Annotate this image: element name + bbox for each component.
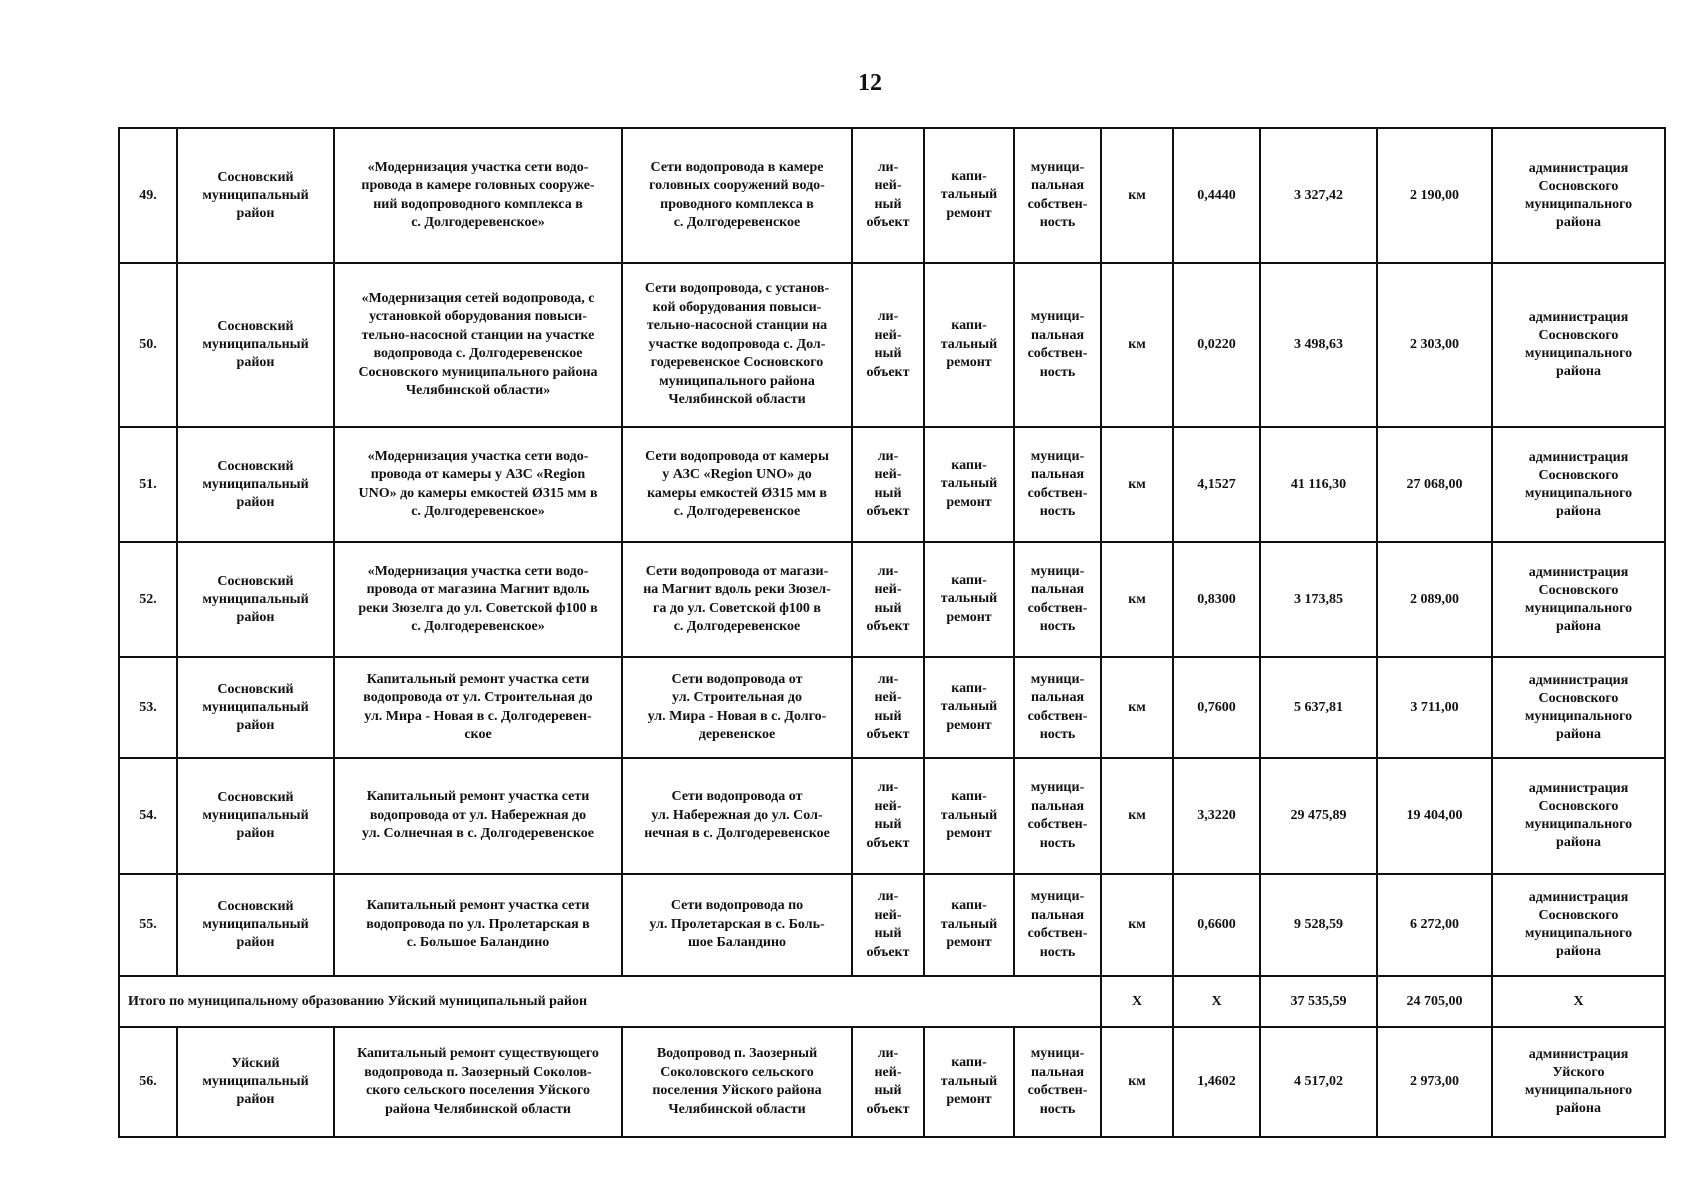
district-cell: Сосновский муниципальный район	[177, 128, 334, 263]
total-cost-budget-cell: 24 705,00	[1377, 976, 1492, 1027]
cost-budget-cell: 2 089,00	[1377, 542, 1492, 657]
object-type-cell: ли- ней- ный объект	[852, 758, 924, 874]
work-type-cell: капи- тальный ремонт	[924, 542, 1014, 657]
recipient-cell: администрация Сосновского муниципального района	[1492, 427, 1665, 542]
work-type-cell: капи- тальный ремонт	[924, 263, 1014, 427]
district-cell: Уйский муниципальный район	[177, 1027, 334, 1137]
object-cell: Сети водопровода, с установ- кой оборудования повыси- тельно-насосной станции на участке водопровода с. Дол- годеревенское Сосновского муниципального района Челябинской области	[622, 263, 852, 427]
event-cell: «Модернизация участка сети водо- провода от камеры у АЗС «Region UNO» до камеры емкостей Ø315 мм в с. Долгодеревенское»	[334, 427, 622, 542]
recipient-cell: администрация Сосновского муниципального района	[1492, 657, 1665, 758]
total-recipient-cell: Х	[1492, 976, 1665, 1027]
recipient-cell: администрация Сосновского муниципального района	[1492, 874, 1665, 976]
work-type-cell: капи- тальный ремонт	[924, 874, 1014, 976]
work-type-cell: капи- тальный ремонт	[924, 1027, 1014, 1137]
objects-table	[118, 127, 1666, 1138]
cost-budget-cell: 27 068,00	[1377, 427, 1492, 542]
cost-budget-cell: 3 711,00	[1377, 657, 1492, 758]
object-cell: Сети водопровода в камере головных сооружений водо- проводного комплекса в с. Долгодеревенское	[622, 128, 852, 263]
quantity-cell: 0,0220	[1173, 263, 1260, 427]
object-cell: Водопровод п. Заозерный Соколовского сельского поселения Уйского района Челябинской области	[622, 1027, 852, 1137]
unit-cell: км	[1101, 542, 1173, 657]
event-cell: «Модернизация участка сети водо- провода от магазина Магнит вдоль реки Зюзелга до ул. Советской ф100 в с. Долгодеревенское»	[334, 542, 622, 657]
object-cell: Сети водопровода от ул. Набережная до ул. Сол- нечная в с. Долгодеревенское	[622, 758, 852, 874]
cost-total-cell: 29 475,89	[1260, 758, 1377, 874]
district-cell: Сосновский муниципальный район	[177, 263, 334, 427]
ownership-cell: муници- пальная собствен- ность	[1014, 874, 1101, 976]
recipient-cell: администрация Сосновского муниципального района	[1492, 542, 1665, 657]
object-cell: Сети водопровода по ул. Пролетарская в с. Боль- шое Баландино	[622, 874, 852, 976]
row-number: 53.	[119, 657, 177, 758]
cost-total-cell: 41 116,30	[1260, 427, 1377, 542]
cost-total-cell: 5 637,81	[1260, 657, 1377, 758]
object-type-cell: ли- ней- ный объект	[852, 427, 924, 542]
object-cell: Сети водопровода от ул. Строительная до ул. Мира - Новая в с. Долго- деревенское	[622, 657, 852, 758]
ownership-cell: муници- пальная собствен- ность	[1014, 758, 1101, 874]
district-cell: Сосновский муниципальный район	[177, 874, 334, 976]
quantity-cell: 0,7600	[1173, 657, 1260, 758]
ownership-cell: муници- пальная собствен- ность	[1014, 657, 1101, 758]
row-number: 50.	[119, 263, 177, 427]
object-type-cell: ли- ней- ный объект	[852, 874, 924, 976]
quantity-cell: 0,4440	[1173, 128, 1260, 263]
work-type-cell: капи- тальный ремонт	[924, 657, 1014, 758]
object-type-cell: ли- ней- ный объект	[852, 128, 924, 263]
row-number: 49.	[119, 128, 177, 263]
ownership-cell: муници- пальная собствен- ность	[1014, 1027, 1101, 1137]
row-number: 55.	[119, 874, 177, 976]
cost-total-cell: 9 528,59	[1260, 874, 1377, 976]
quantity-cell: 4,1527	[1173, 427, 1260, 542]
table-row	[119, 874, 1665, 976]
unit-cell: км	[1101, 758, 1173, 874]
total-unit-cell: Х	[1101, 976, 1173, 1027]
ownership-cell: муници- пальная собствен- ность	[1014, 128, 1101, 263]
event-cell: Капитальный ремонт участка сети водопровода по ул. Пролетарская в с. Большое Баландино	[334, 874, 622, 976]
cost-budget-cell: 2 190,00	[1377, 128, 1492, 263]
table-row	[119, 758, 1665, 874]
work-type-cell: капи- тальный ремонт	[924, 128, 1014, 263]
total-row	[119, 976, 1665, 1027]
object-cell: Сети водопровода от камеры у АЗС «Region UNO» до камеры емкостей Ø315 мм в с. Долгодеревенское	[622, 427, 852, 542]
table-row	[119, 657, 1665, 758]
district-cell: Сосновский муниципальный район	[177, 758, 334, 874]
event-cell: Капитальный ремонт существующего водопровода п. Заозерный Соколов- ского сельского поселения Уйского района Челябинской области	[334, 1027, 622, 1137]
event-cell: Капитальный ремонт участка сети водопровода от ул. Строительная до ул. Мира - Новая в с. Долгодеревен- ское	[334, 657, 622, 758]
work-type-cell: капи- тальный ремонт	[924, 427, 1014, 542]
row-number: 54.	[119, 758, 177, 874]
page-number: 12	[858, 70, 882, 96]
work-type-cell: капи- тальный ремонт	[924, 758, 1014, 874]
object-type-cell: ли- ней- ный объект	[852, 657, 924, 758]
object-cell: Сети водопровода от магази- на Магнит вдоль реки Зюзел- га до ул. Советской ф100 в с. Долгодеревенское	[622, 542, 852, 657]
recipient-cell: администрация Сосновского муниципального района	[1492, 263, 1665, 427]
object-type-cell: ли- ней- ный объект	[852, 1027, 924, 1137]
ownership-cell: муници- пальная собствен- ность	[1014, 542, 1101, 657]
event-cell: «Модернизация сетей водопровода, с установкой оборудования повыси- тельно-насосной станции на участке водопровода с. Долгодеревенское Сосновского муниципального района Челябинской области»	[334, 263, 622, 427]
object-type-cell: ли- ней- ный объект	[852, 542, 924, 657]
total-label: Итого по муниципальному образованию Уйский муниципальный район	[119, 976, 1101, 1027]
cost-total-cell: 4 517,02	[1260, 1027, 1377, 1137]
cost-total-cell: 3 173,85	[1260, 542, 1377, 657]
recipient-cell: администрация Уйского муниципального района	[1492, 1027, 1665, 1137]
table-row	[119, 263, 1665, 427]
unit-cell: км	[1101, 874, 1173, 976]
total-quantity-cell: Х	[1173, 976, 1260, 1027]
district-cell: Сосновский муниципальный район	[177, 427, 334, 542]
unit-cell: км	[1101, 128, 1173, 263]
recipient-cell: администрация Сосновского муниципального района	[1492, 758, 1665, 874]
cost-total-cell: 3 327,42	[1260, 128, 1377, 263]
recipient-cell: администрация Сосновского муниципального района	[1492, 128, 1665, 263]
cost-total-cell: 3 498,63	[1260, 263, 1377, 427]
object-type-cell: ли- ней- ный объект	[852, 263, 924, 427]
quantity-cell: 0,6600	[1173, 874, 1260, 976]
unit-cell: км	[1101, 657, 1173, 758]
cost-budget-cell: 6 272,00	[1377, 874, 1492, 976]
quantity-cell: 3,3220	[1173, 758, 1260, 874]
table-row	[119, 427, 1665, 542]
cost-budget-cell: 19 404,00	[1377, 758, 1492, 874]
row-number: 52.	[119, 542, 177, 657]
cost-budget-cell: 2 973,00	[1377, 1027, 1492, 1137]
table-row	[119, 542, 1665, 657]
district-cell: Сосновский муниципальный район	[177, 657, 334, 758]
total-cost-total-cell: 37 535,59	[1260, 976, 1377, 1027]
unit-cell: км	[1101, 427, 1173, 542]
row-number: 56.	[119, 1027, 177, 1137]
row-number: 51.	[119, 427, 177, 542]
unit-cell: км	[1101, 1027, 1173, 1137]
quantity-cell: 1,4602	[1173, 1027, 1260, 1137]
event-cell: «Модернизация участка сети водо- провода в камере головных сооруже- ний водопроводного комплекса в с. Долгодеревенское»	[334, 128, 622, 263]
table-row	[119, 128, 1665, 263]
cost-budget-cell: 2 303,00	[1377, 263, 1492, 427]
district-cell: Сосновский муниципальный район	[177, 542, 334, 657]
quantity-cell: 0,8300	[1173, 542, 1260, 657]
ownership-cell: муници- пальная собствен- ность	[1014, 263, 1101, 427]
unit-cell: км	[1101, 263, 1173, 427]
ownership-cell: муници- пальная собствен- ность	[1014, 427, 1101, 542]
table-row	[119, 1027, 1665, 1137]
event-cell: Капитальный ремонт участка сети водопровода от ул. Набережная до ул. Солнечная в с. Долгодеревенское	[334, 758, 622, 874]
